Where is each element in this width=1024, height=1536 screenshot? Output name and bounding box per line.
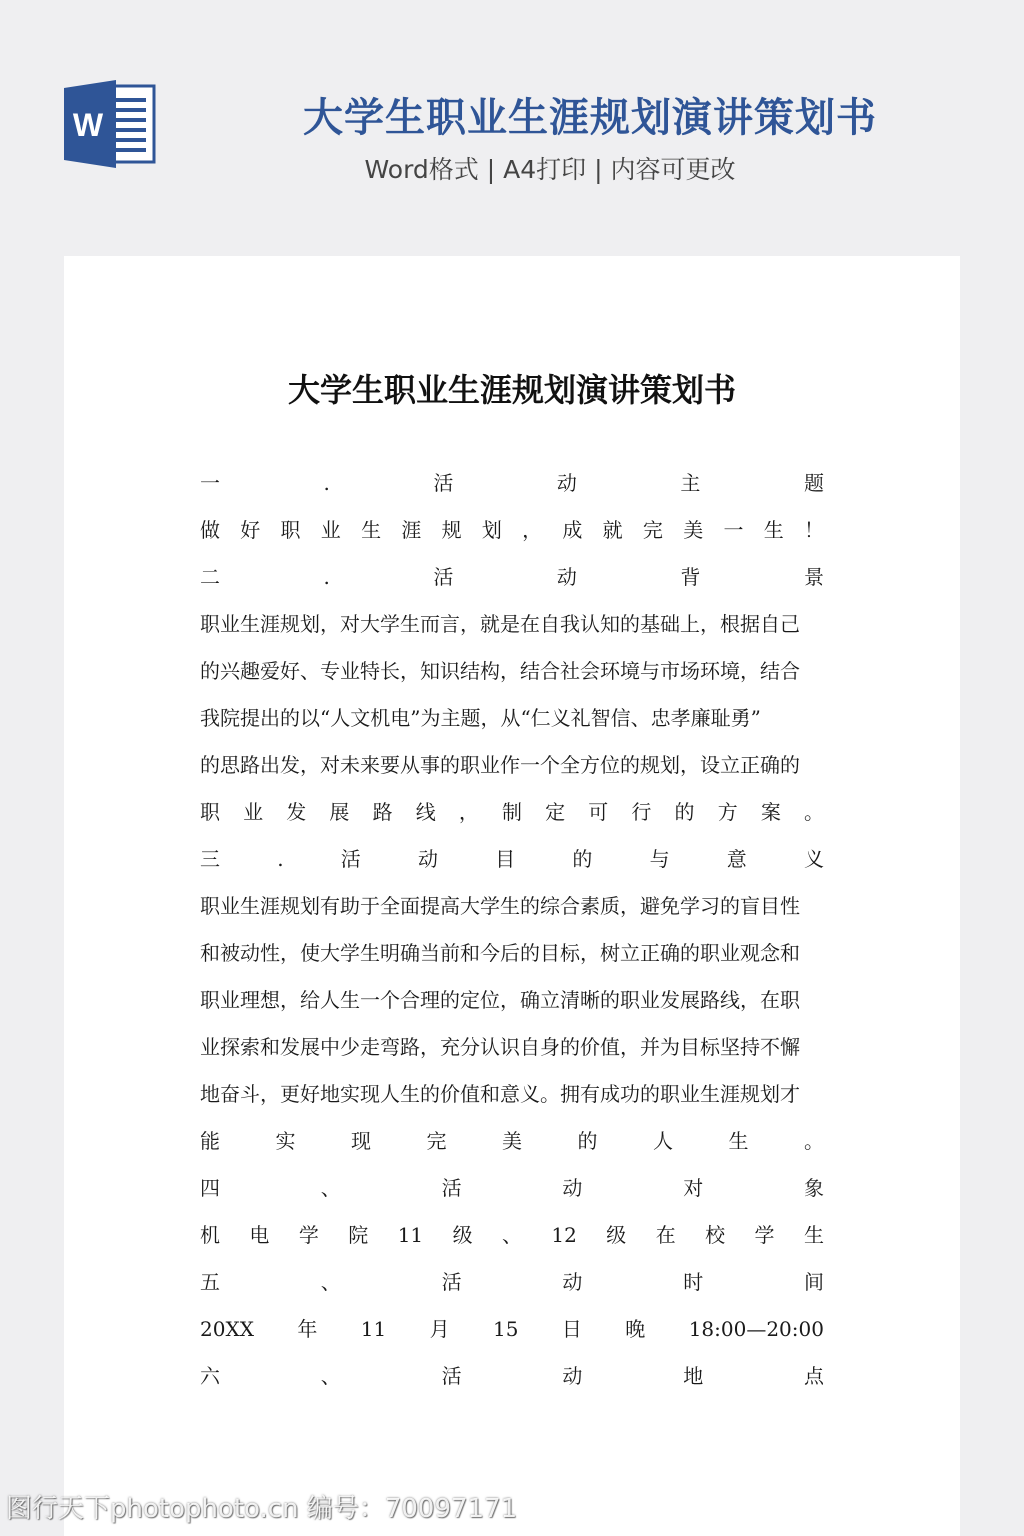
line-token: 机 (200, 1223, 220, 1247)
line-token: 四 (200, 1176, 220, 1200)
document-line (200, 1353, 824, 1400)
document-line (200, 1259, 824, 1306)
line-token: 规 (441, 518, 462, 542)
line-token: 点 (803, 1364, 824, 1388)
line-token: 展 (329, 800, 350, 824)
line-token: 、 (320, 1364, 341, 1388)
document-line: 业探索和发展中少走弯路，充分认识自身的价值，并为目标坚持不懈 (200, 1035, 800, 1059)
line-token: 生 (803, 1223, 824, 1247)
line-token: 动 (556, 471, 577, 495)
line-token: 动 (562, 1176, 583, 1200)
document-line: 我院提出的以“人文机电”为主题，从“仁义礼智信、忠孝廉耻勇” (200, 706, 761, 730)
line-token: 生 (728, 1129, 749, 1153)
line-token: 院 (348, 1223, 369, 1247)
line-token: 动 (417, 847, 438, 871)
line-token: . (277, 847, 284, 871)
document-line (200, 507, 824, 554)
document-line (200, 1165, 824, 1212)
line-token: 美 (683, 518, 704, 542)
line-token: 业 (320, 518, 341, 542)
line-token: 行 (631, 800, 652, 824)
line-token: 电 (249, 1223, 270, 1247)
line-token: 20XX (200, 1317, 254, 1341)
line-token: 美 (502, 1129, 522, 1153)
line-token: 主 (680, 471, 701, 495)
line-token: 就 (602, 518, 623, 542)
line-token: . (323, 471, 330, 495)
document-line: 职业生涯规划有助于全面提高大学生的综合素质，避免学习的盲目性 (200, 894, 800, 918)
line-token: 三 (200, 847, 220, 871)
word-logo-letter: W (72, 107, 104, 143)
line-token: 好 (240, 518, 261, 542)
line-token: 五 (200, 1270, 220, 1294)
line-token: 、 (501, 1223, 522, 1247)
line-token: 动 (562, 1270, 583, 1294)
document-line (200, 789, 824, 836)
line-token: 与 (649, 847, 670, 871)
line-token: 活 (433, 471, 454, 495)
line-token: . (323, 565, 330, 589)
line-token: 11 (360, 1317, 387, 1341)
line-token: 一 (200, 471, 220, 495)
document-line (200, 1212, 824, 1259)
line-token: 题 (803, 471, 824, 495)
line-token: 背 (680, 565, 701, 589)
document-body (200, 460, 824, 1400)
line-token: 月 (429, 1317, 450, 1341)
line-token: 级 (606, 1223, 627, 1247)
line-token: 划 (481, 518, 502, 542)
line-token: 业 (243, 800, 264, 824)
line-token: 一 (723, 518, 744, 542)
word-doc-icon (64, 80, 156, 168)
document-line: 地奋斗，更好地实现人生的价值和意义。拥有成功的职业生涯规划才 (200, 1082, 800, 1106)
line-token: 、 (320, 1176, 341, 1200)
line-token: 时 (683, 1270, 704, 1294)
line-token: 可 (588, 800, 609, 824)
line-token: 对 (683, 1176, 704, 1200)
watermark: 图行天下photophoto.cn 编号：70097171 (6, 1494, 518, 1524)
line-token: 在 (655, 1223, 676, 1247)
line-token: 做 (200, 518, 220, 542)
line-token: 活 (340, 847, 361, 871)
document-line: 的兴趣爱好、专业特长，知识结构，结合社会环境与市场环境，结合 (200, 659, 800, 683)
line-token: 生 (763, 518, 784, 542)
line-token: 动 (562, 1364, 583, 1388)
document-title: 大学生职业生涯规划演讲策划书 (287, 371, 736, 409)
line-token: 活 (441, 1270, 462, 1294)
document-line (200, 836, 824, 883)
document-line: 和被动性，使大学生明确当前和今后的目标，树立正确的职业观念和 (200, 941, 800, 965)
line-token: 晚 (625, 1317, 646, 1341)
line-token: 12 (551, 1223, 577, 1247)
document-page (64, 256, 960, 1536)
line-token: 。 (803, 800, 824, 824)
document-line (200, 460, 824, 507)
line-token: ， (458, 800, 479, 824)
line-token: 涯 (401, 518, 422, 542)
line-token: 11 (397, 1223, 424, 1247)
line-token: 的 (674, 800, 695, 824)
line-token: 18:00—20:00 (688, 1317, 824, 1341)
document-line: 的思路出发，对未来要从事的职业作一个全方位的规划，设立正确的 (200, 753, 800, 777)
line-token: 发 (286, 800, 307, 824)
line-token: 完 (426, 1129, 447, 1153)
line-token: 定 (545, 800, 566, 824)
line-token: 案 (760, 800, 781, 824)
line-token: 二 (200, 565, 220, 589)
line-token: 方 (717, 800, 738, 824)
line-token: ， (522, 518, 543, 542)
page-subtitle: Word格式 | A4打印 | 内容可更改 (364, 155, 736, 184)
line-token: 制 (501, 800, 522, 824)
document-line (200, 1118, 824, 1165)
line-token: 。 (804, 1129, 824, 1153)
line-token: 景 (803, 565, 824, 589)
line-token: 学 (754, 1223, 775, 1247)
line-token: 的 (577, 1129, 598, 1153)
line-token: 的 (572, 847, 593, 871)
document-line (200, 554, 824, 601)
line-token: 职 (200, 800, 220, 824)
header (0, 0, 1024, 256)
document-line: 职业理想，给人生一个合理的定位，确立清晰的职业发展路线，在职 (200, 988, 800, 1012)
line-token: 间 (803, 1270, 824, 1294)
line-token: 实 (275, 1129, 296, 1153)
line-token: 级 (452, 1223, 473, 1247)
line-token: 活 (433, 565, 454, 589)
line-token: 年 (297, 1317, 318, 1341)
line-token: 生 (361, 518, 382, 542)
line-token: 成 (562, 518, 583, 542)
line-token: ！ (803, 518, 824, 542)
document-line: 职业生涯规划，对大学生而言，就是在自我认知的基础上，根据自己 (200, 612, 800, 636)
line-token: 、 (320, 1270, 341, 1294)
line-token: 线 (415, 800, 436, 824)
line-token: 活 (441, 1364, 462, 1388)
line-token: 活 (441, 1176, 462, 1200)
document-line (200, 1306, 824, 1353)
line-token: 校 (705, 1223, 726, 1247)
line-token: 意 (726, 847, 747, 871)
page-title: 大学生职业生涯规划演讲策划书 (303, 95, 877, 141)
line-token: 义 (803, 847, 824, 871)
line-token: 学 (298, 1223, 319, 1247)
line-token: 六 (200, 1364, 220, 1388)
line-token: 动 (556, 565, 577, 589)
line-token: 完 (642, 518, 663, 542)
line-token: 目 (495, 847, 516, 871)
line-token: 人 (653, 1129, 673, 1153)
line-token: 地 (683, 1364, 704, 1388)
line-token: 15 (493, 1317, 519, 1341)
line-token: 日 (561, 1317, 582, 1341)
line-token: 能 (200, 1129, 220, 1153)
line-token: 路 (372, 800, 393, 824)
line-token: 象 (803, 1176, 824, 1200)
line-token: 职 (280, 518, 301, 542)
line-token: 现 (351, 1129, 371, 1153)
